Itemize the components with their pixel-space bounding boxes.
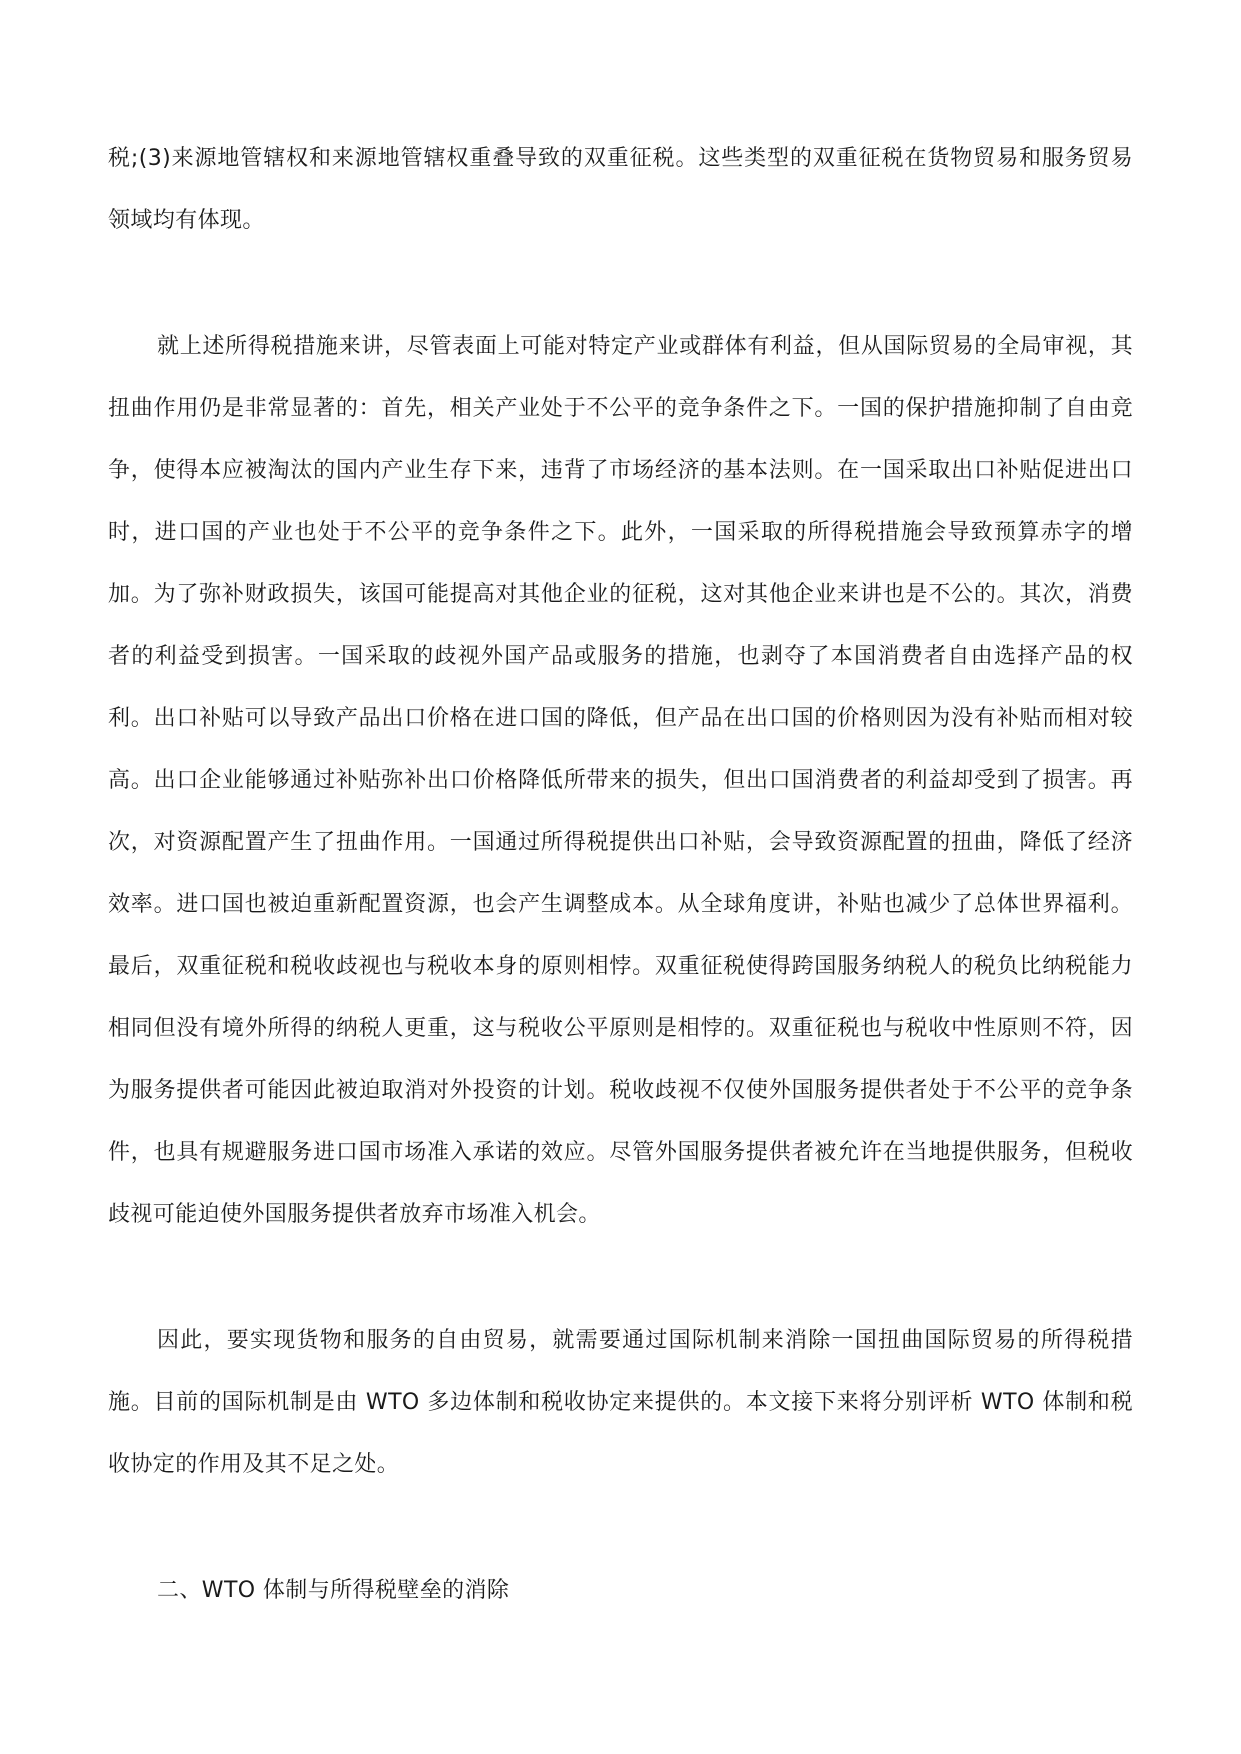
document-body — [108, 128, 1133, 1622]
section-heading: 二、WTO 体制与所得税壁垒的消除 — [157, 1578, 510, 1603]
paragraph-international-mechanism: 因此，要实现货物和服务的自由贸易，就需要通过国际机制来消除一国扭曲国际贸易的所得税措施。目前的国际机制是由 WTO 多边体制和税收协定来提供的。本文接下来将分别评析 WTO 体制和税收协定的作用及其不足之处。 — [108, 1328, 1133, 1477]
paragraph-distortion-effects: 就上述所得税措施来讲，尽管表面上可能对特定产业或群体有利益，但从国际贸易的全局审视，其扭曲作用仍是非常显著的：首先，相关产业处于不公平的竞争条件之下。一国的保护措施抑制了自由竞争，使得本应被淘汰的国内产业生存下来，违背了市场经济的基本法则。在一国采取出口补贴促进出口时，进口国的产业也处于不公平的竞争条件之下。此外，一国采取的所得税措施会导致预算赤字的增加。为了弥补财政损失，该国可能提高对其他企业的征税，这对其他企业来讲也是不公的。其次，消费者的利益受到损害。一国采取的歧视外国产品或服务的措施，也剥夺了本国消费者自由选择产品的权利。出口补贴可以导致产品出口价格在进口国的降低，但产品在出口国的价格则因为没有补贴而相对较高。出口企业能够通过补贴弥补出口价格降低所带来的损失，但出口国消费者的利益却受到了损害。再次，对资源配置产生了扭曲作用。一国通过所得税提供出口补贴，会导致资源配置的扭曲，降低了经济效率。进口国也被迫重新配置资源，也会产生调整成本。从全球角度讲，补贴也减少了总体世界福利。最后，双重征税和税收歧视也与税收本身的原则相悖。双重征税使得跨国服务纳税人的税负比纳税能力相同但没有境外所得的纳税人更重，这与税收公平原则是相悖的。双重征税也与税收中性原则不符，因为服务提供者可能因此被迫取消对外投资的计划。税收歧视不仅使外国服务提供者处于不公平的竞争条件，也具有规避服务进口国市场准入承诺的效应。尽管外国服务提供者被允许在当地提供服务，但税收歧视可能迫使外国服务提供者放弃市场准入机会。 — [108, 334, 1133, 1227]
paragraph-continuation: 税;(3)来源地管辖权和来源地管辖权重叠导致的双重征税。这些类型的双重征税在货物贸易和服务贸易领域均有体现。 — [108, 146, 1133, 233]
